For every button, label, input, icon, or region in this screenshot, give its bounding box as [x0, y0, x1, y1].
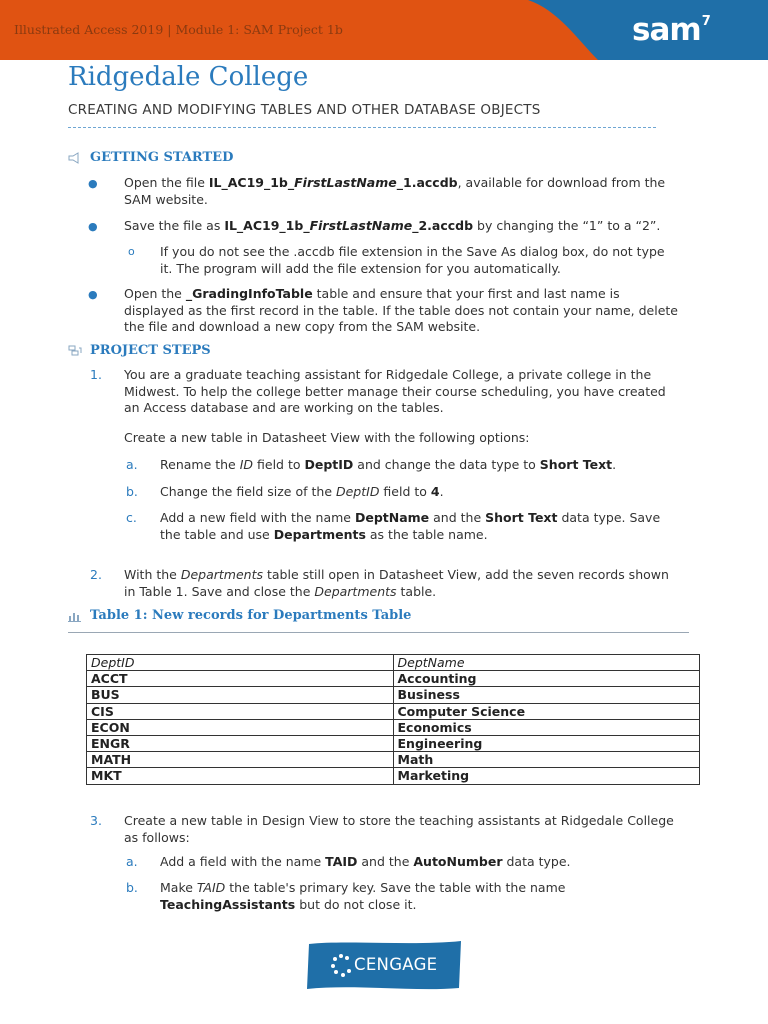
step-3b-text: Make TAID the table's primary key. Save the table with the name TeachingAssistants but do not close it.	[160, 880, 566, 912]
document-subtitle: CREATING AND MODIFYING TABLES AND OTHER DATABASE OBJECTS	[68, 102, 541, 118]
step-3-text: Create a new table in Design View to store the teaching assistants at Ridgedale College as follows:	[124, 813, 674, 845]
table-cell: Engineering	[393, 735, 700, 751]
table-row	[87, 768, 700, 784]
table-caption-rule	[68, 632, 689, 633]
table-cell: Computer Science	[393, 703, 700, 719]
column-header: DeptName	[393, 655, 700, 671]
table-cell: Business	[393, 687, 700, 703]
step-1-text: You are a graduate teaching assistant for Ridgedale College, a private college in the Midwest. To help the college better manage their course scheduling, you have created an Access database and are working on the tables.	[124, 367, 666, 415]
getting-started-item-2: Save the file as IL_AC19_1b_FirstLastName_2.accdb by changing the “1” to a “2”.	[124, 218, 661, 233]
bar-chart-icon	[68, 610, 82, 622]
step-letter: b.	[126, 880, 138, 895]
step-3a-text: Add a field with the name TAID and the AutoNumber data type.	[160, 854, 571, 869]
dashed-divider	[68, 127, 656, 128]
table-cell: Accounting	[393, 671, 700, 687]
step-number: 1.	[90, 367, 102, 382]
column-header: DeptID	[87, 655, 394, 671]
step-letter: a.	[126, 457, 138, 472]
step-1-instruction: Create a new table in Datasheet View with the following options:	[124, 430, 530, 445]
header-title: Illustrated Access 2019 | Module 1: SAM Project 1b	[14, 22, 343, 37]
table-header-row	[87, 655, 700, 671]
document-title: Ridgedale College	[68, 62, 309, 92]
table-cell: BUS	[87, 687, 394, 703]
getting-started-subitem: If you do not see the .accdb file extension in the Save As dialog box, do not type it. The program will add the file extension for you automatically.	[160, 244, 665, 276]
bullet-dot: ●	[88, 288, 98, 301]
table-cell: Math	[393, 752, 700, 768]
cengage-brand-text: CENGAGE	[354, 955, 438, 974]
getting-started-item-3: Open the _GradingInfoTable table and ensure that your first and last name is displayed as the first record in the table. If the table does not contain your name, delete the file and download a new copy from the SAM website.	[124, 286, 678, 334]
sam-logo: sam$^7$	[632, 12, 710, 48]
table-cell: ECON	[87, 719, 394, 735]
table-cell: CIS	[87, 703, 394, 719]
page-header	[0, 0, 768, 60]
step-1b-text: Change the field size of the DeptID field to 4.	[160, 484, 444, 499]
table-cell: Marketing	[393, 768, 700, 784]
table-1-caption: Table 1: New records for Departments Table	[68, 608, 468, 626]
table-cell: MATH	[87, 752, 394, 768]
step-letter: a.	[126, 854, 138, 869]
megaphone-icon	[68, 152, 82, 164]
table-row	[87, 719, 700, 735]
step-1c-text: Add a new field with the name DeptName and the Short Text data type. Save the table and use Departments as the table name.	[160, 510, 661, 542]
getting-started-item-1: Open the file IL_AC19_1b_FirstLastName_1.accdb, available for download from the SAM website.	[124, 175, 666, 207]
bullet-dot: ●	[88, 177, 98, 190]
step-2-text: With the Departments table still open in Datasheet View, add the seven records shown in Table 1. Save and close the Departments table.	[124, 567, 669, 599]
step-1a-text: Rename the ID field to DeptID and change the data type to Short Text.	[160, 457, 617, 472]
step-letter: c.	[126, 510, 137, 525]
table-row	[87, 687, 700, 703]
table-row	[87, 703, 700, 719]
table-row	[87, 752, 700, 768]
step-number: 3.	[90, 813, 102, 828]
table-cell: MKT	[87, 768, 394, 784]
steps-icon	[68, 345, 82, 357]
step-letter: b.	[126, 484, 138, 499]
table-cell: ENGR	[87, 735, 394, 751]
getting-started-heading: GETTING STARTED	[68, 150, 368, 168]
departments-table	[86, 654, 700, 785]
step-number: 2.	[90, 567, 102, 582]
table-cell: Economics	[393, 719, 700, 735]
sub-bullet-circle: o	[128, 245, 135, 258]
table-cell: ACCT	[87, 671, 394, 687]
table-row	[87, 735, 700, 751]
project-steps-heading: PROJECT STEPS	[68, 343, 368, 361]
bullet-dot: ●	[88, 220, 98, 233]
table-row	[87, 671, 700, 687]
